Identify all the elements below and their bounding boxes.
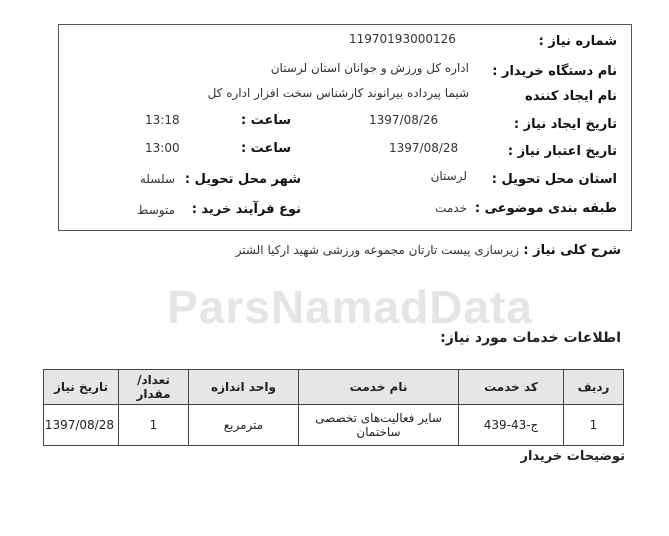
validity-date-value: 1397/08/28 <box>389 141 459 155</box>
created-date-label: تاریخ ایجاد نیاز : <box>513 117 617 132</box>
header-need-date: تاریخ نیاز <box>44 370 119 405</box>
cell-row-number: 1 <box>564 405 624 446</box>
validity-time-value: 13:00 <box>145 141 180 155</box>
description-label: شرح کلی نیاز : <box>523 243 621 258</box>
buyer-org-value: اداره کل ورزش و جوانان استان لرستان <box>270 61 469 75</box>
header-quantity: تعداد/ مقدار <box>119 370 189 405</box>
need-number-label: شماره نیاز : <box>538 34 617 49</box>
delivery-city-value: سلسله <box>139 172 175 186</box>
purchase-type-value: متوسط <box>137 203 175 217</box>
header-unit: واحد اندازه <box>189 370 299 405</box>
category-value: خدمت <box>435 201 467 215</box>
services-table-header <box>44 370 624 405</box>
cell-service-code: ج-43-439 <box>459 405 564 446</box>
header-service-name: نام خدمت <box>299 370 459 405</box>
validity-date-label: تاریخ اعتبار نیاز : <box>507 144 617 159</box>
watermark: ParsNamadData <box>167 281 533 333</box>
need-number-value: 11970193000126 <box>349 32 456 46</box>
delivery-city-label: شهر محل تحویل : <box>184 172 301 187</box>
buyer-notes-label: توضیحات خریدار <box>520 449 625 464</box>
created-time-value: 13:18 <box>145 113 180 127</box>
category-label: طبقه بندی موضوعی : <box>474 201 617 216</box>
description-value: زیرسازی پیست تارتان مجموعه ورزشی شهید ارکیا الشتر <box>235 243 519 257</box>
delivery-province-label: استان محل تحویل : <box>491 172 617 187</box>
need-info-box <box>58 24 632 231</box>
creator-label: نام ایجاد کننده <box>525 89 617 104</box>
buyer-org-label: نام دستگاه خریدار : <box>492 64 617 79</box>
cell-quantity: 1 <box>119 405 189 446</box>
validity-time-label: ساعت : <box>240 141 291 156</box>
purchase-type-label: نوع فرآیند خرید : <box>191 202 301 217</box>
cell-unit: مترمربع <box>189 405 299 446</box>
creator-value: شیما پیرداده بیرانوند کارشناس سخت افزار اداره کل <box>207 86 469 100</box>
created-date-value: 1397/08/26 <box>369 113 439 127</box>
header-service-code: کد خدمت <box>459 370 564 405</box>
services-section-title: اطلاعات خدمات مورد نیاز: <box>440 330 621 346</box>
cell-service-name: سایر فعالیت‌های تخصصی ساختمان <box>299 405 459 446</box>
cell-need-date: 1397/08/28 <box>44 405 119 446</box>
header-row-number: ردیف <box>564 370 624 405</box>
services-table <box>43 369 624 446</box>
table-row <box>44 405 624 446</box>
delivery-province-value: لرستان <box>430 169 467 183</box>
created-time-label: ساعت : <box>240 113 291 128</box>
